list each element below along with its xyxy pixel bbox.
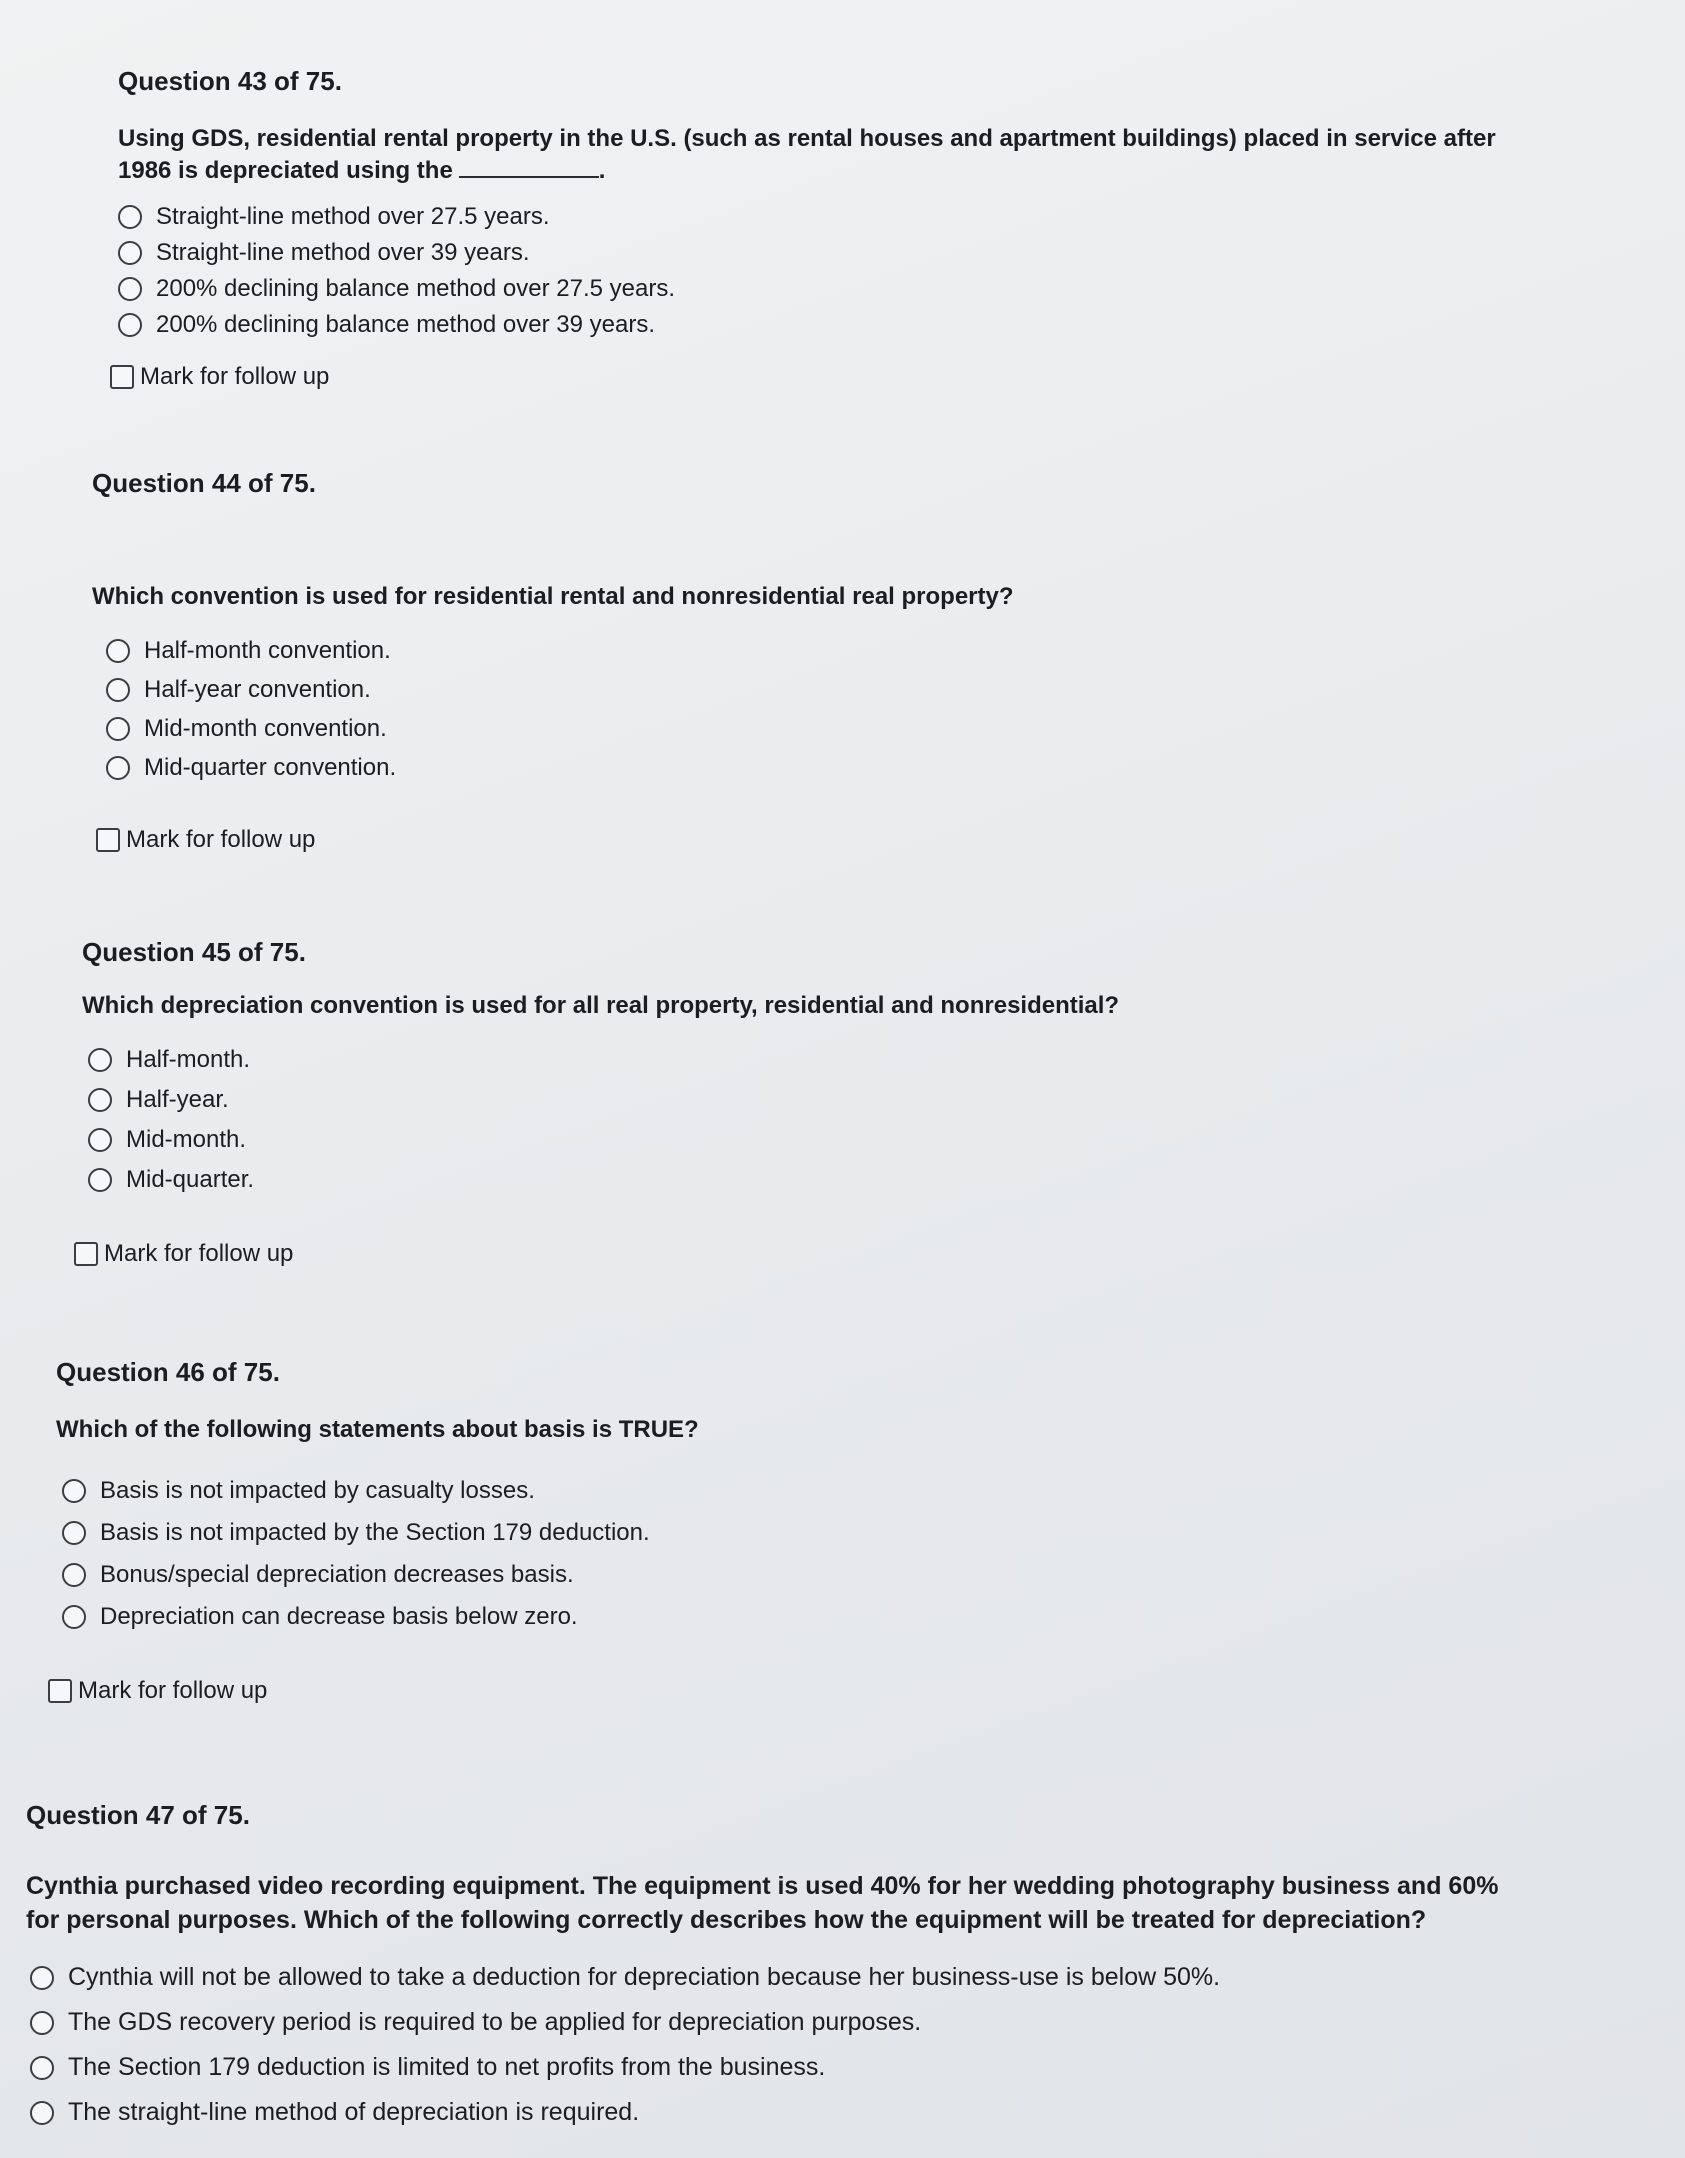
follow-up-label: Mark for follow up — [140, 363, 330, 390]
question-46 — [56, 1357, 699, 1638]
option-label: The Section 179 deduction is limited to net profits from the business. — [68, 2053, 826, 2081]
question-text-line1: Cynthia purchased video recording equipment. The equipment is used 40% for her wedding photography business and 60% — [26, 1872, 1499, 1900]
answer-option[interactable] — [118, 235, 1496, 271]
radio-icon[interactable] — [30, 2101, 54, 2125]
answer-option[interactable] — [30, 2000, 1498, 2045]
radio-icon[interactable] — [118, 313, 142, 337]
radio-icon[interactable] — [118, 241, 142, 265]
radio-icon[interactable] — [118, 205, 142, 229]
answer-option[interactable] — [62, 1554, 699, 1596]
answer-option[interactable] — [106, 631, 1014, 670]
answer-option[interactable] — [30, 2045, 1498, 2090]
question-text: Which of the following statements about basis is TRUE? — [56, 1416, 699, 1443]
option-label: The straight-line method of depreciation is required. — [68, 2098, 640, 2126]
question-text: Which convention is used for residential rental and nonresidential real property? — [92, 583, 1014, 610]
follow-up-label: Mark for follow up — [104, 1240, 294, 1267]
checkbox-icon[interactable] — [74, 1242, 98, 1266]
option-label: 200% declining balance method over 27.5 years. — [156, 275, 675, 302]
radio-icon[interactable] — [88, 1128, 112, 1152]
option-label: Basis is not impacted by the Section 179 deduction. — [100, 1519, 650, 1546]
question-text-line2: 1986 is depreciated using the — [118, 157, 453, 184]
option-label: Cynthia will not be allowed to take a deduction for depreciation because her business-use is below 50%. — [68, 1963, 1221, 1991]
radio-icon[interactable] — [88, 1048, 112, 1072]
radio-icon[interactable] — [106, 639, 130, 663]
question-text-period: . — [598, 157, 606, 184]
radio-icon[interactable] — [30, 2056, 54, 2080]
follow-up-checkbox[interactable] — [110, 363, 329, 391]
question-43 — [118, 66, 1496, 343]
answer-option[interactable] — [88, 1120, 1119, 1160]
checkbox-icon[interactable] — [96, 828, 120, 852]
follow-up-checkbox[interactable] — [96, 826, 315, 854]
question-title: Question 46 of 75. — [56, 1357, 280, 1387]
radio-icon[interactable] — [106, 717, 130, 741]
answer-option[interactable] — [30, 2090, 1498, 2135]
answer-option[interactable] — [118, 199, 1496, 235]
answer-option[interactable] — [106, 709, 1014, 748]
follow-up-label: Mark for follow up — [126, 826, 316, 853]
option-label: Half-month. — [126, 1046, 251, 1073]
option-label: Half-year convention. — [144, 675, 371, 703]
question-title: Question 44 of 75. — [92, 468, 316, 498]
question-text-line2: for personal purposes. Which of the following correctly describes how the equipment will be treated for depreciation? — [26, 1906, 1427, 1934]
answer-option[interactable] — [62, 1596, 699, 1638]
question-title: Question 45 of 75. — [82, 937, 306, 967]
answer-options — [88, 1040, 1119, 1200]
answer-option[interactable] — [30, 1955, 1498, 2000]
radio-icon[interactable] — [62, 1605, 86, 1629]
option-label: Basis is not impacted by casualty losses. — [100, 1477, 535, 1504]
question-title: Question 43 of 75. — [118, 66, 342, 96]
option-label: Mid-quarter. — [126, 1166, 255, 1193]
option-label: Straight-line method over 27.5 years. — [156, 203, 550, 230]
question-text — [118, 123, 1496, 187]
question-title: Question 47 of 75. — [26, 1800, 250, 1830]
radio-icon[interactable] — [62, 1521, 86, 1545]
option-label: Bonus/special depreciation decreases basis. — [100, 1561, 574, 1588]
radio-icon[interactable] — [88, 1088, 112, 1112]
question-45 — [82, 937, 1119, 1200]
follow-up-checkbox[interactable] — [74, 1240, 293, 1268]
answer-blank — [459, 176, 599, 178]
answer-option[interactable] — [62, 1512, 699, 1554]
radio-icon[interactable] — [88, 1168, 112, 1192]
answer-option[interactable] — [106, 748, 1014, 787]
answer-option[interactable] — [118, 271, 1496, 307]
answer-option[interactable] — [88, 1160, 1119, 1200]
question-text: Which depreciation convention is used for all real property, residential and nonresidential? — [82, 992, 1120, 1019]
radio-icon[interactable] — [106, 756, 130, 780]
answer-option[interactable] — [106, 670, 1014, 709]
answer-options — [62, 1470, 699, 1638]
radio-icon[interactable] — [62, 1563, 86, 1587]
follow-up-checkbox[interactable] — [48, 1677, 267, 1705]
follow-up-label: Mark for follow up — [78, 1677, 268, 1704]
option-label: Half-month convention. — [144, 636, 391, 664]
option-label: Half-year. — [126, 1086, 229, 1113]
answer-option[interactable] — [118, 307, 1496, 343]
answer-option[interactable] — [62, 1470, 699, 1512]
option-label: Mid-month. — [126, 1126, 247, 1153]
option-label: Straight-line method over 39 years. — [156, 239, 530, 266]
radio-icon[interactable] — [30, 1966, 54, 1990]
radio-icon[interactable] — [106, 678, 130, 702]
option-label: Mid-quarter convention. — [144, 753, 397, 781]
answer-option[interactable] — [88, 1080, 1119, 1120]
option-label: Depreciation can decrease basis below zero. — [100, 1603, 578, 1630]
answer-options — [30, 1955, 1498, 2135]
answer-option[interactable] — [88, 1040, 1119, 1080]
question-text — [26, 1869, 1498, 1937]
option-label: The GDS recovery period is required to be applied for depreciation purposes. — [68, 2008, 922, 2036]
radio-icon[interactable] — [118, 277, 142, 301]
question-44 — [92, 468, 1014, 787]
answer-options — [106, 631, 1014, 787]
option-label: Mid-month convention. — [144, 714, 387, 742]
radio-icon[interactable] — [30, 2011, 54, 2035]
checkbox-icon[interactable] — [110, 365, 134, 389]
option-label: 200% declining balance method over 39 years. — [156, 311, 655, 338]
radio-icon[interactable] — [62, 1479, 86, 1503]
question-47 — [26, 1800, 1498, 2135]
question-text-line1: Using GDS, residential rental property in the U.S. (such as rental houses and apartment buildings) placed in service after — [118, 125, 1496, 152]
answer-options — [118, 199, 1496, 343]
checkbox-icon[interactable] — [48, 1679, 72, 1703]
